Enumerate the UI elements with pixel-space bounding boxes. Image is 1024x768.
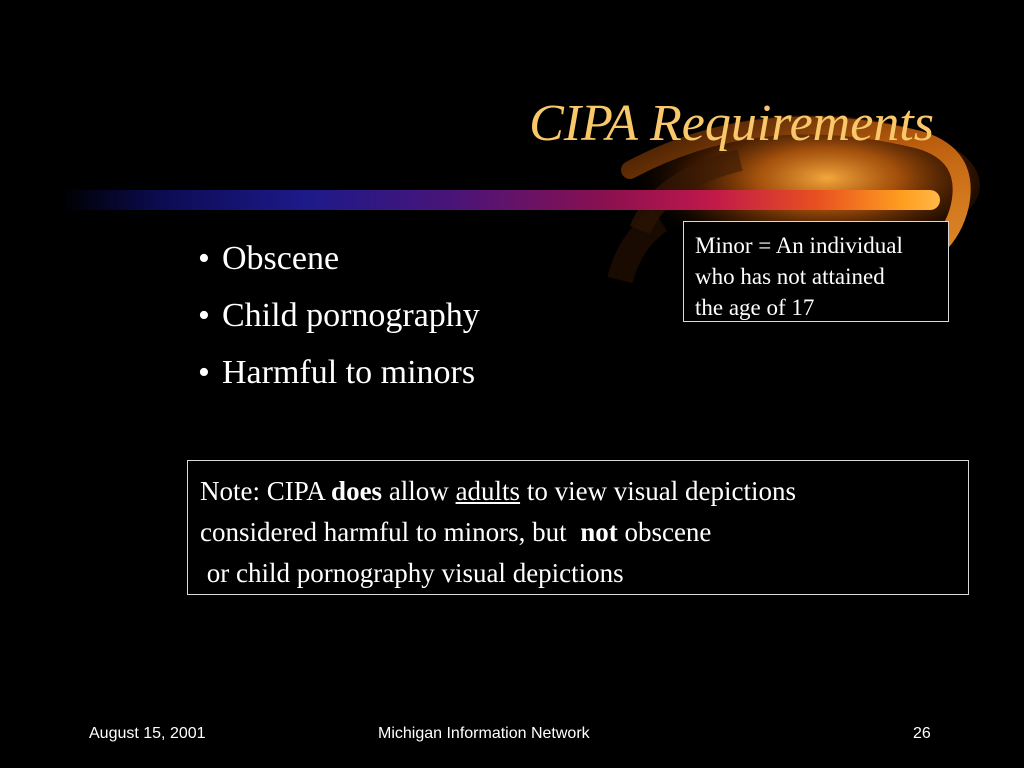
footer-organization: Michigan Information Network (378, 725, 590, 742)
footer-page-number: 26 (913, 725, 931, 742)
note-text: allow (382, 476, 456, 506)
title-underline-bar (60, 190, 940, 210)
note-text: Note: CIPA (200, 476, 332, 506)
minor-definition-line: Minor = An individual (695, 233, 903, 258)
bullet-marker: • (198, 297, 210, 334)
bullet-text: Child pornography (222, 297, 480, 334)
minor-definition-line: the age of 17 (695, 295, 815, 320)
bullet-text: Harmful to minors (222, 354, 476, 391)
note-box (187, 460, 969, 595)
note-text: obscene (617, 517, 712, 547)
footer-date: August 15, 2001 (89, 725, 206, 742)
note-line-1 (200, 471, 958, 512)
note-bold-does: does (331, 476, 383, 506)
bullet-item-harmful-to-minors (198, 344, 480, 401)
bullet-list (198, 230, 480, 401)
minor-definition-line: who has not attained (695, 264, 885, 289)
note-underlined-adults: adults (455, 476, 521, 506)
bullet-marker: • (198, 240, 210, 277)
slide-title: CIPA Requirements (529, 95, 934, 152)
minor-definition-box (683, 221, 949, 322)
bullet-item-obscene (198, 230, 480, 287)
note-line-2 (200, 512, 958, 553)
note-bold-not: not (580, 517, 618, 547)
note-text: considered harmful to minors, but (200, 517, 581, 547)
note-line-3: or child pornography visual depictions (200, 558, 624, 588)
bullet-marker: • (198, 354, 210, 391)
bullet-text: Obscene (222, 240, 340, 277)
bullet-item-child-pornography (198, 287, 480, 344)
note-text: to view visual depictions (520, 476, 797, 506)
